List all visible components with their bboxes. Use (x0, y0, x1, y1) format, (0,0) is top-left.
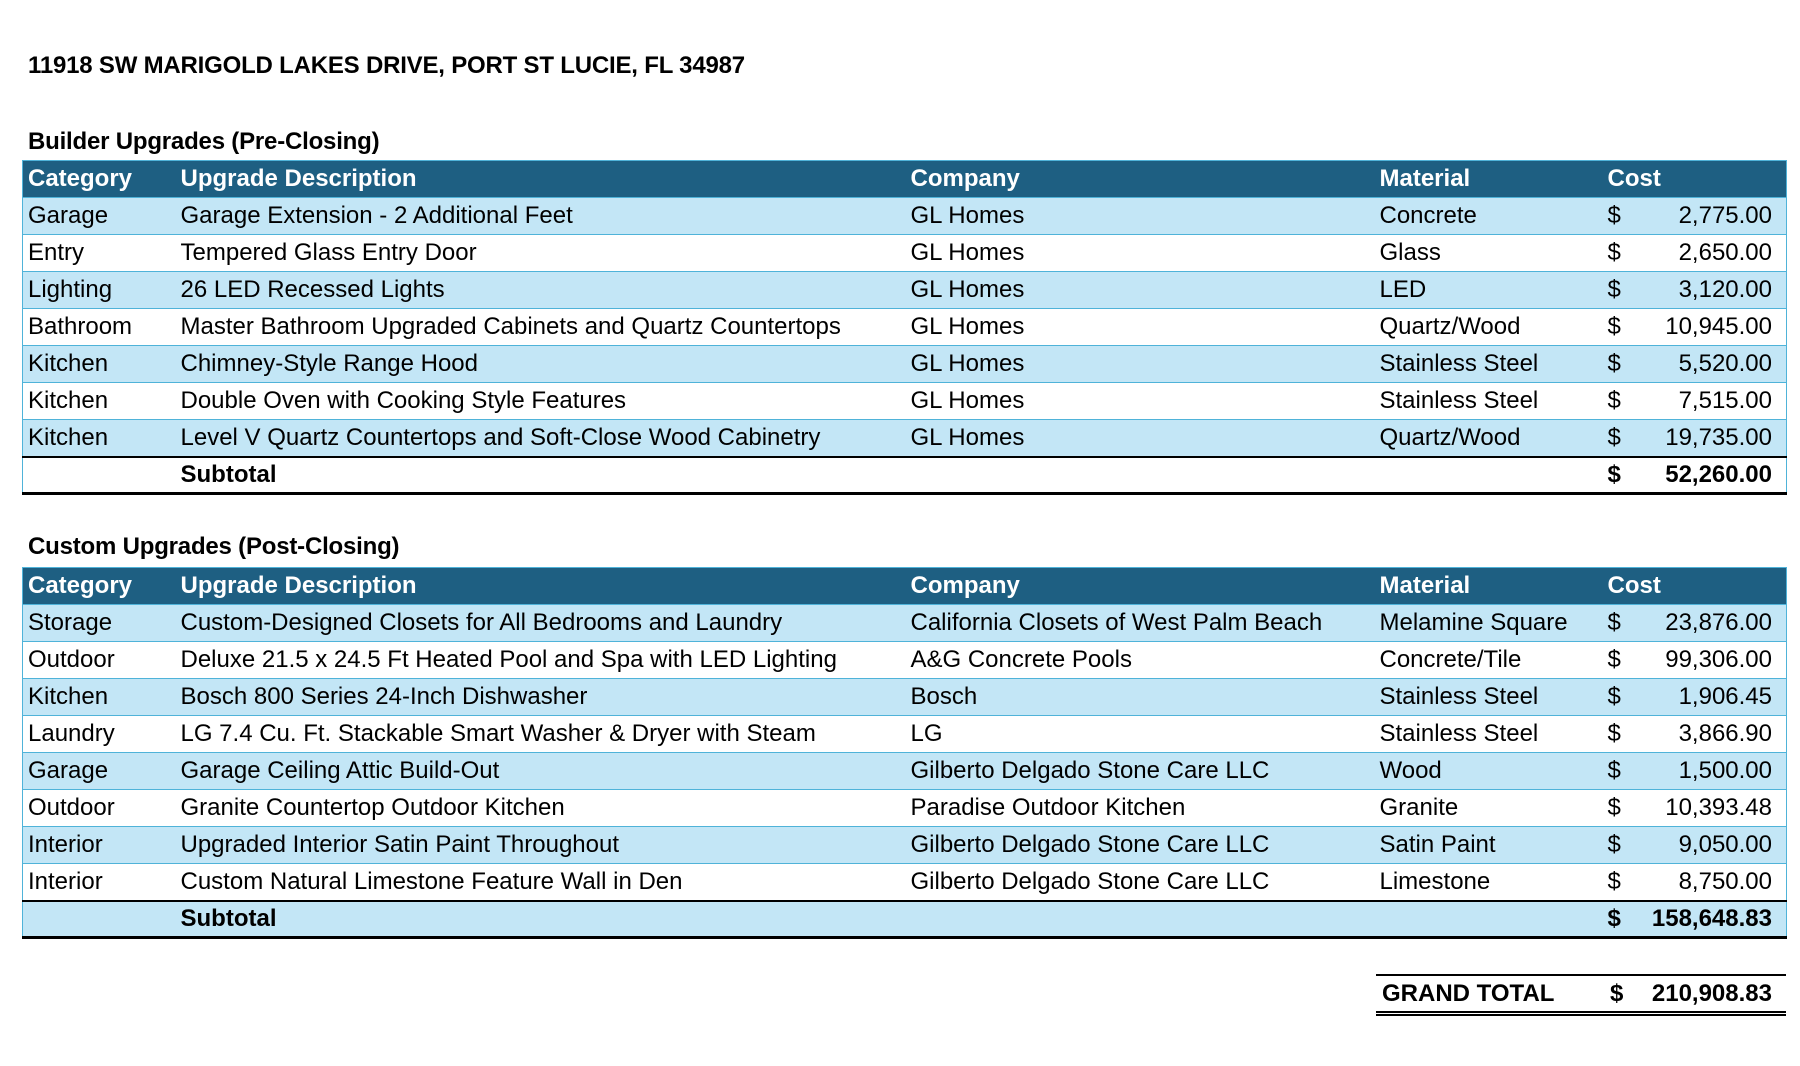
cell-company: Gilberto Delgado Stone Care LLC (906, 827, 1375, 864)
subtotal-empty-cell (906, 457, 1375, 494)
custom-upgrades-table (22, 567, 1787, 939)
builder-upgrades-title: Builder Upgrades (Pre-Closing) (28, 128, 380, 155)
cell-cost (1603, 346, 1787, 383)
grand-total-cost (1604, 980, 1786, 1008)
cell-company: GL Homes (906, 272, 1375, 309)
grand-total-row (1376, 974, 1786, 1016)
cell-company: GL Homes (906, 309, 1375, 346)
cost-value: 5,520.00 (1678, 350, 1772, 377)
cell-description: Deluxe 21.5 x 24.5 Ft Heated Pool and Spa with LED Lighting (176, 642, 906, 679)
cell-cost (1603, 790, 1787, 827)
cell-cost (1603, 827, 1787, 864)
currency-symbol: $ (1607, 350, 1621, 377)
cell-category: Kitchen (23, 383, 176, 420)
column-header-company: Company (906, 568, 1375, 605)
property-address: 11918 SW MARIGOLD LAKES DRIVE, PORT ST LUCIE, FL 34987 (28, 52, 745, 79)
cell-cost (1603, 198, 1787, 235)
subtotal-cost-cell (1603, 901, 1787, 938)
table-row (23, 679, 1787, 716)
subtotal-empty-cell (1375, 901, 1603, 938)
cell-material: Concrete/Tile (1375, 642, 1603, 679)
cell-category: Kitchen (23, 679, 176, 716)
cell-category: Entry (23, 235, 176, 272)
column-header-description: Upgrade Description (176, 568, 906, 605)
currency-symbol: $ (1607, 387, 1621, 414)
table-row (23, 346, 1787, 383)
currency-symbol: $ (1607, 720, 1621, 747)
currency-symbol: $ (1607, 276, 1621, 303)
cell-description: Garage Extension - 2 Additional Feet (176, 198, 906, 235)
cell-company: Gilberto Delgado Stone Care LLC (906, 864, 1375, 901)
cell-material: Satin Paint (1375, 827, 1603, 864)
cell-category: Bathroom (23, 309, 176, 346)
cell-description: Chimney-Style Range Hood (176, 346, 906, 383)
cell-company: LG (906, 716, 1375, 753)
subtotal-empty-cell (23, 457, 176, 494)
table-row (23, 827, 1787, 864)
cost-value: 3,866.90 (1678, 720, 1772, 747)
cell-cost (1603, 716, 1787, 753)
table-row (23, 309, 1787, 346)
custom-subtotal-value: 158,648.83 (1651, 904, 1772, 932)
table-header-row (23, 161, 1787, 198)
grand-total-label: GRAND TOTAL (1382, 979, 1555, 1007)
table-row (23, 605, 1787, 642)
column-header-cost: Cost (1603, 161, 1787, 198)
cell-company: Gilberto Delgado Stone Care LLC (906, 753, 1375, 790)
cell-description: 26 LED Recessed Lights (176, 272, 906, 309)
column-header-category: Category (23, 161, 176, 198)
cell-material: Stainless Steel (1375, 679, 1603, 716)
cell-description: Level V Quartz Countertops and Soft-Close Wood Cabinetry (176, 420, 906, 457)
cell-category: Kitchen (23, 346, 176, 383)
cell-cost (1603, 642, 1787, 679)
cell-cost (1603, 272, 1787, 309)
table-row (23, 420, 1787, 457)
cell-category: Lighting (23, 272, 176, 309)
currency-symbol: $ (1607, 683, 1621, 710)
cell-cost (1603, 753, 1787, 790)
currency-symbol: $ (1610, 979, 1624, 1007)
table-row (23, 383, 1787, 420)
cell-category: Outdoor (23, 790, 176, 827)
cell-description: Double Oven with Cooking Style Features (176, 383, 906, 420)
currency-symbol: $ (1607, 831, 1621, 858)
cost-value: 19,735.00 (1665, 423, 1772, 451)
custom-subtotal-row (23, 901, 1787, 938)
cost-value: 9,050.00 (1678, 831, 1772, 858)
cell-material: Stainless Steel (1375, 716, 1603, 753)
currency-symbol: $ (1607, 202, 1621, 229)
subtotal-label: Subtotal (176, 901, 906, 938)
cost-value: 10,945.00 (1665, 313, 1772, 340)
table-row (23, 790, 1787, 827)
currency-symbol: $ (1607, 313, 1621, 340)
cell-material: Stainless Steel (1375, 383, 1603, 420)
cell-company: Paradise Outdoor Kitchen (906, 790, 1375, 827)
cell-material: Wood (1375, 753, 1603, 790)
cell-material: Melamine Square (1375, 605, 1603, 642)
cell-material: LED (1375, 272, 1603, 309)
cell-cost (1603, 420, 1787, 457)
cost-value: 3,120.00 (1678, 276, 1772, 303)
cell-company: GL Homes (906, 383, 1375, 420)
cell-description: Custom-Designed Closets for All Bedrooms and Laundry (176, 605, 906, 642)
subtotal-empty-cell (906, 901, 1375, 938)
column-header-company: Company (906, 161, 1375, 198)
cell-description: Granite Countertop Outdoor Kitchen (176, 790, 906, 827)
cost-value: 23,876.00 (1665, 609, 1772, 636)
cell-material: Quartz/Wood (1375, 309, 1603, 346)
subtotal-empty-cell (1375, 457, 1603, 494)
cell-description: Custom Natural Limestone Feature Wall in Den (176, 864, 906, 901)
cell-category: Kitchen (23, 420, 176, 457)
column-header-material: Material (1375, 568, 1603, 605)
builder-upgrades-table (22, 160, 1787, 495)
cell-material: Glass (1375, 235, 1603, 272)
cell-category: Garage (23, 198, 176, 235)
cell-company: Bosch (906, 679, 1375, 716)
currency-symbol: $ (1607, 904, 1621, 932)
table-row (23, 198, 1787, 235)
cell-category: Outdoor (23, 642, 176, 679)
cell-cost (1603, 864, 1787, 901)
cell-description: Upgraded Interior Satin Paint Throughout (176, 827, 906, 864)
cell-category: Laundry (23, 716, 176, 753)
cost-value: 1,906.45 (1678, 683, 1772, 710)
cell-category: Interior (23, 827, 176, 864)
subtotal-empty-cell (23, 901, 176, 938)
table-row (23, 716, 1787, 753)
currency-symbol: $ (1607, 460, 1621, 488)
cost-value: 2,650.00 (1678, 239, 1772, 266)
cost-value: 7,515.00 (1678, 387, 1772, 414)
cell-category: Storage (23, 605, 176, 642)
cell-material: Limestone (1375, 864, 1603, 901)
cell-cost (1603, 235, 1787, 272)
table-row (23, 272, 1787, 309)
table-row (23, 864, 1787, 901)
subtotal-label: Subtotal (176, 457, 906, 494)
column-header-category: Category (23, 568, 176, 605)
currency-symbol: $ (1607, 423, 1621, 451)
cell-material: Quartz/Wood (1375, 420, 1603, 457)
cell-cost (1603, 605, 1787, 642)
cost-value: 2,775.00 (1678, 202, 1772, 229)
cell-company: GL Homes (906, 420, 1375, 457)
builder-subtotal-value: 52,260.00 (1665, 460, 1772, 488)
cost-value: 99,306.00 (1665, 646, 1772, 673)
column-header-description: Upgrade Description (176, 161, 906, 198)
cell-description: Bosch 800 Series 24-Inch Dishwasher (176, 679, 906, 716)
cell-description: Garage Ceiling Attic Build-Out (176, 753, 906, 790)
cost-value: 10,393.48 (1665, 794, 1772, 821)
cell-cost (1603, 309, 1787, 346)
cell-description: LG 7.4 Cu. Ft. Stackable Smart Washer & Dryer with Steam (176, 716, 906, 753)
table-header-row (23, 568, 1787, 605)
cell-material: Stainless Steel (1375, 346, 1603, 383)
currency-symbol: $ (1607, 239, 1621, 266)
currency-symbol: $ (1607, 757, 1621, 784)
currency-symbol: $ (1607, 609, 1621, 636)
builder-subtotal-row (23, 457, 1787, 494)
cell-cost (1603, 383, 1787, 420)
cell-company: GL Homes (906, 346, 1375, 383)
currency-symbol: $ (1607, 646, 1621, 673)
column-header-material: Material (1375, 161, 1603, 198)
cell-description: Master Bathroom Upgraded Cabinets and Quartz Countertops (176, 309, 906, 346)
subtotal-cost-cell (1603, 457, 1787, 494)
cell-company: California Closets of West Palm Beach (906, 605, 1375, 642)
cell-material: Concrete (1375, 198, 1603, 235)
cell-material: Granite (1375, 790, 1603, 827)
custom-table-body (23, 605, 1787, 901)
cost-value: 8,750.00 (1678, 867, 1772, 895)
cell-company: GL Homes (906, 235, 1375, 272)
table-row (23, 235, 1787, 272)
cell-category: Interior (23, 864, 176, 901)
column-header-cost: Cost (1603, 568, 1787, 605)
cell-company: GL Homes (906, 198, 1375, 235)
cell-cost (1603, 679, 1787, 716)
cell-company: A&G Concrete Pools (906, 642, 1375, 679)
currency-symbol: $ (1607, 867, 1621, 895)
cost-value: 1,500.00 (1678, 757, 1772, 784)
cell-description: Tempered Glass Entry Door (176, 235, 906, 272)
custom-upgrades-title: Custom Upgrades (Post-Closing) (28, 533, 400, 560)
table-row (23, 753, 1787, 790)
table-row (23, 642, 1787, 679)
cell-category: Garage (23, 753, 176, 790)
grand-total-value: 210,908.83 (1651, 979, 1772, 1007)
builder-table-body (23, 198, 1787, 457)
currency-symbol: $ (1607, 794, 1621, 821)
